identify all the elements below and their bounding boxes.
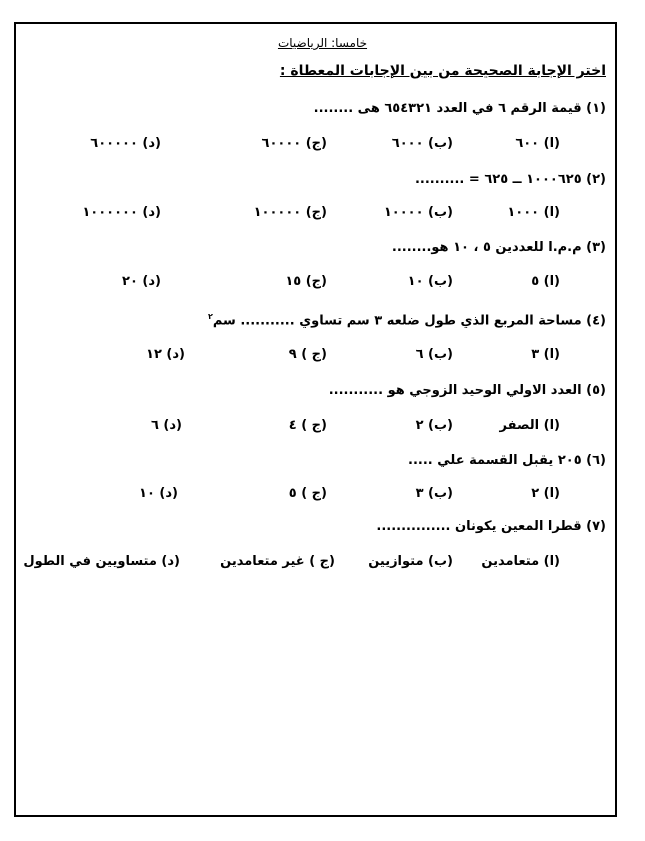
q1-option-b[interactable]: (ب) ٦٠٠٠	[391, 136, 453, 151]
q5-option-d[interactable]: (د) ٦	[150, 418, 182, 433]
q6-option-d[interactable]: (د) ١٠	[139, 486, 178, 501]
q6-option-b[interactable]: (ب) ٣	[415, 486, 453, 501]
q2-option-c[interactable]: (ج) ١٠٠٠٠٠	[253, 205, 327, 220]
question-1: (١) قيمة الرقم ٦ في العدد ٦٥٤٣٢١ هى ........	[313, 101, 606, 116]
q7-option-c[interactable]: (ج ) غير متعامدين	[220, 554, 335, 569]
q2-option-b[interactable]: (ب) ١٠٠٠٠	[383, 205, 453, 220]
q6-option-a[interactable]: (ا) ٢	[531, 486, 560, 501]
squared-superscript: ٢	[207, 312, 213, 321]
q1-option-d[interactable]: (د) ٦٠٠٠٠٠	[90, 136, 161, 151]
q3-option-d[interactable]: (د) ٢٠	[122, 274, 161, 289]
q4-option-d[interactable]: (د) ١٢	[146, 347, 185, 362]
q3-option-a[interactable]: (ا) ٥	[531, 274, 560, 289]
subject-heading: خامسا: الرياضيات	[277, 36, 368, 50]
question-3: (٣) م.م.ا للعددين ٥ ، ١٠ هو........	[391, 240, 606, 255]
q5-option-b[interactable]: (ب) ٢	[415, 418, 453, 433]
q1-option-c[interactable]: (ج) ٦٠٠٠٠	[261, 136, 327, 151]
q6-option-c[interactable]: (ج ) ٥	[288, 486, 327, 501]
q7-option-b[interactable]: (ب) متوازيين	[368, 554, 453, 569]
question-2: (٢) ١٠٠٠٦٢٥ ــ ٦٢٥ = ..........	[414, 172, 606, 187]
q3-option-c[interactable]: (ج) ١٥	[285, 274, 327, 289]
instruction-heading: اختر الإجابة الصحيحة من بين الإجابات المعطاة :	[279, 63, 606, 79]
question-4	[208, 312, 606, 328]
question-4-text: (٤) مساحة المربع الذي طول ضلعه ٣ سم تساوي ........... سم	[212, 313, 606, 329]
q4-option-c[interactable]: (ج ) ٩	[288, 347, 327, 362]
q5-option-a[interactable]: (ا) الصفر	[499, 418, 560, 433]
q5-option-c[interactable]: (ج ) ٤	[288, 418, 327, 433]
q3-option-b[interactable]: (ب) ١٠	[407, 274, 453, 289]
question-5: (٥) العدد الاولي الوحيد الزوجي هو ...........	[328, 383, 606, 398]
q2-option-d[interactable]: (د) ١٠٠٠٠٠٠	[82, 205, 161, 220]
q7-option-d[interactable]: (د) متساويين في الطول	[23, 554, 180, 569]
question-7: (٧) قطرا المعين يكونان ...............	[376, 519, 606, 534]
q2-option-a[interactable]: (ا) ١٠٠٠	[507, 205, 560, 220]
q7-option-a[interactable]: (ا) متعامدين	[481, 554, 560, 569]
question-6: (٦) ٢٠٥ يقبل القسمة علي .....	[408, 453, 606, 468]
q4-option-b[interactable]: (ب) ٦	[415, 347, 453, 362]
q4-option-a[interactable]: (ا) ٣	[531, 347, 560, 362]
q1-option-a[interactable]: (ا) ٦٠٠	[515, 136, 560, 151]
